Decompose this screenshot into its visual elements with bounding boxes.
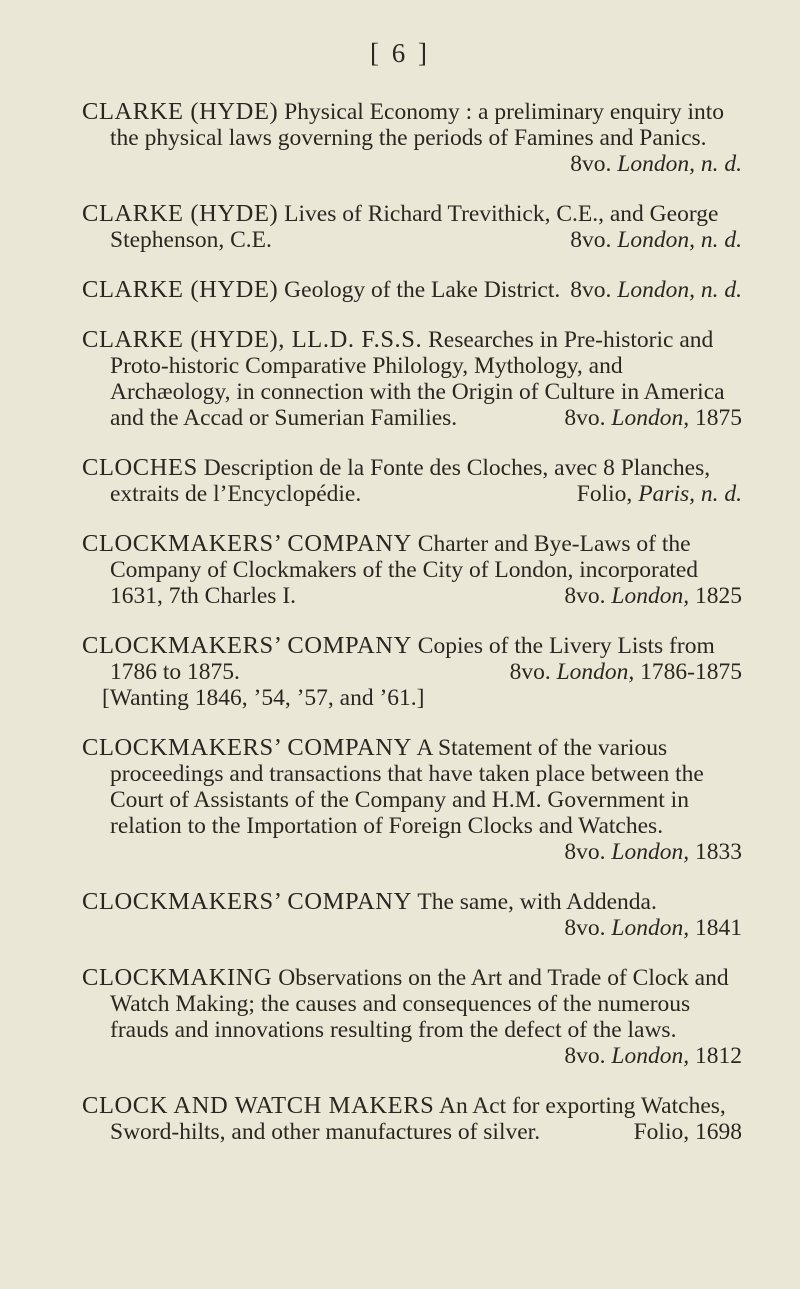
entry-format: 8vo.	[564, 583, 606, 609]
entry-heading: CLARKE (HYDE)	[82, 98, 279, 125]
entry-date: 1841	[695, 915, 742, 941]
catalogue-entry	[82, 889, 742, 941]
entry-heading: CLOCHES	[82, 454, 198, 481]
entry-date: 1833	[695, 839, 742, 865]
entry-place: London,	[611, 839, 690, 865]
entry-date: n. d.	[700, 227, 742, 253]
entry-heading: CLOCKMAKERS’ COMPANY	[82, 888, 412, 915]
entry-title: Geology of the Lake District.	[284, 277, 561, 303]
entry-format: 8vo.	[564, 405, 606, 431]
entry-format: Folio,	[576, 481, 633, 507]
page-number: [ 6 ]	[370, 38, 430, 68]
entry-note: [Wanting 1846, ’54, ’57, and ’61.]	[102, 685, 425, 711]
entry-imprint	[576, 481, 742, 507]
entry-title: Description de la Fonte des Cloches, avec 8 Planches, extraits de l’Encyclopédie.	[110, 455, 711, 507]
entry-title: Copies of the Livery Lists from 1786 to 1875.	[110, 633, 715, 685]
entry-heading: CLARKE (HYDE)	[82, 200, 279, 227]
catalogue-entry	[82, 99, 742, 177]
catalogue-entry	[82, 531, 742, 609]
entry-imprint	[570, 227, 742, 253]
entry-date: 1812	[695, 1043, 742, 1069]
entry-place: London,	[617, 277, 695, 303]
entry-imprint	[564, 1043, 742, 1069]
entry-place: London,	[617, 151, 695, 177]
entry-format: 8vo.	[509, 659, 551, 685]
entry-title: Lives of Richard Trevithick, C.E., and George Stephenson, C.E.	[110, 201, 719, 253]
entry-heading: CLOCKMAKERS’ COMPANY	[82, 734, 412, 761]
catalogue-entry	[82, 1093, 742, 1145]
entry-date: 1698	[695, 1119, 742, 1145]
catalogue-entry	[82, 455, 742, 507]
entry-place: London,	[611, 583, 690, 609]
entry-imprint	[564, 915, 742, 941]
entry-format: 8vo.	[564, 839, 606, 865]
entry-imprint	[509, 659, 742, 685]
entry-imprint	[564, 839, 742, 865]
entry-heading: CLOCKMAKING	[82, 964, 273, 991]
catalogue-entry	[82, 633, 742, 711]
entry-heading: CLARKE (HYDE), LL.D. F.S.S.	[82, 326, 423, 353]
entry-date: n. d.	[700, 481, 742, 507]
entry-place: London,	[611, 405, 690, 431]
entry-place: London,	[611, 1043, 690, 1069]
entry-heading: CLOCKMAKERS’ COMPANY	[82, 530, 412, 557]
catalogue-entry	[82, 277, 742, 303]
catalogue-entries	[82, 99, 742, 1169]
entry-place: London,	[556, 659, 635, 685]
entry-format: 8vo.	[570, 227, 612, 253]
entry-title: Observations on the Art and Trade of Clock and Watch Making; the causes and consequences of the numerous frauds and innovations resulting from the defect of the laws.	[110, 965, 729, 1043]
entry-place: London,	[611, 915, 690, 941]
catalogue-entry	[82, 327, 742, 431]
entry-title: A Statement of the various proceedings and transactions that have taken place between the Court of Assistants of the Company and H.M. Government in relation to the Importation of Foreign Clocks and Watches.	[110, 735, 704, 839]
entry-format: 8vo.	[564, 915, 606, 941]
entry-title: The same, with Addenda.	[417, 889, 657, 915]
entry-title: Physical Economy : a preliminary enquiry into the physical laws governing the periods of Famines and Panics.	[110, 99, 725, 151]
entry-place: Paris,	[638, 481, 695, 507]
entry-place: London,	[617, 227, 695, 253]
entry-imprint	[633, 1119, 742, 1145]
catalogue-entry	[82, 201, 742, 253]
entry-date: n. d.	[700, 277, 742, 303]
entry-imprint	[564, 583, 742, 609]
entry-imprint	[570, 151, 742, 177]
entry-title: Researches in Pre-historic and Proto-historic Comparative Philology, Mythology, and Archæology, in connection with the Origin of Culture in America and the Accad or Sumerian Families.	[110, 327, 725, 431]
entry-imprint	[570, 277, 742, 303]
entry-date: 1875	[695, 405, 742, 431]
catalogue-entry	[82, 735, 742, 865]
entry-format: Folio,	[633, 1119, 690, 1145]
entry-format: 8vo.	[570, 151, 612, 177]
entry-heading: CLOCKMAKERS’ COMPANY	[82, 632, 412, 659]
catalogue-entry	[82, 965, 742, 1069]
entry-title: Charter and Bye-Laws of the Company of Clockmakers of the City of London, incorporated 1631, 7th Charles I.	[110, 531, 699, 609]
entry-date: 1786-1875	[640, 659, 742, 685]
entry-format: 8vo.	[564, 1043, 606, 1069]
entry-date: n. d.	[700, 151, 742, 177]
entry-title: An Act for exporting Watches, Sword-hilts, and other manufactures of silver.	[110, 1093, 726, 1145]
entry-heading: CLOCK AND WATCH MAKERS	[82, 1092, 435, 1119]
entry-imprint	[564, 405, 742, 431]
entry-format: 8vo.	[570, 277, 612, 303]
entry-date: 1825	[695, 583, 742, 609]
entry-heading: CLARKE (HYDE)	[82, 276, 279, 303]
